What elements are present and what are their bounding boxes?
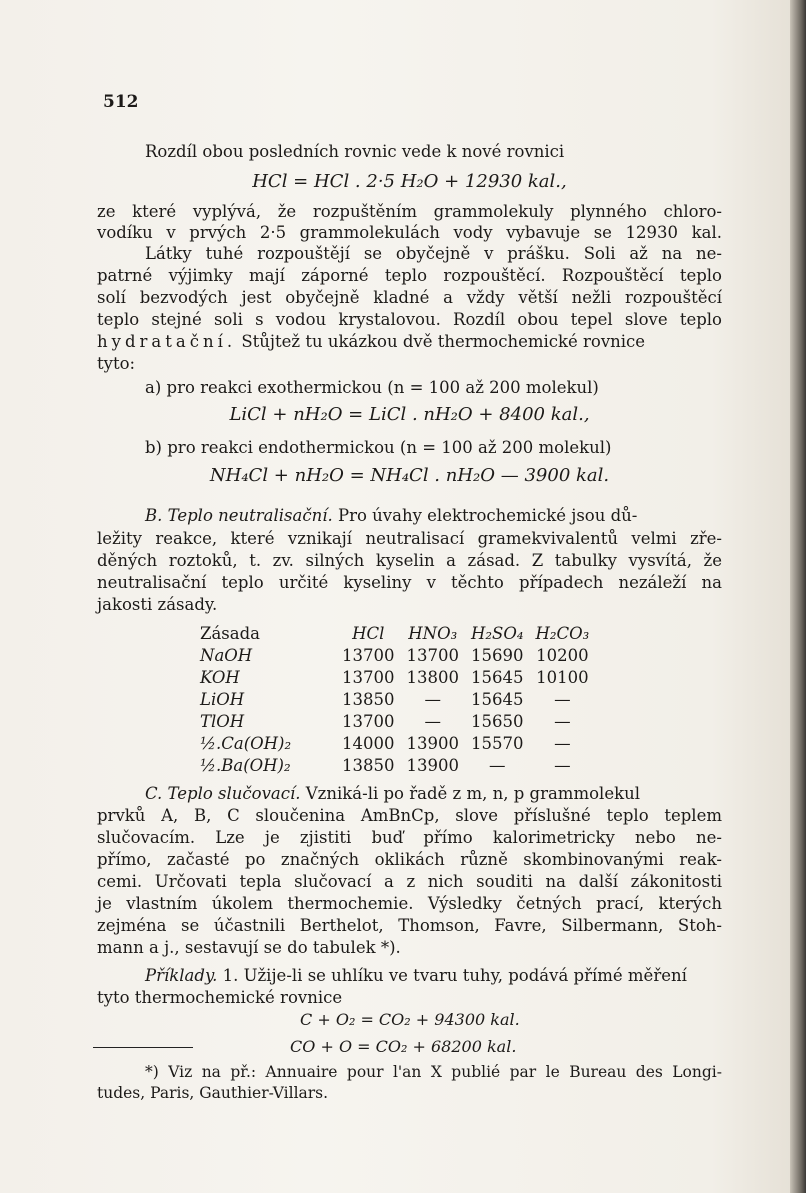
table-header-cell: HNO₃ [408, 623, 458, 643]
table-row [200, 710, 595, 732]
table-cell: 13700 [406, 645, 459, 665]
text-line: a) pro reakci exothermickou (n = 100 až 200 molekul) [145, 378, 599, 397]
section-heading: C. Teplo slučovací. [145, 784, 301, 803]
text-line: tyto thermochemické rovnice [97, 988, 343, 1007]
equation-hcl: HCl = HCl . 2·5 H₂O + 12930 kal., [252, 171, 567, 192]
text-line: Látky tuhé rozpouštějí se obyčejně v prášku. Soli až na ne- [145, 244, 722, 263]
text-line [97, 966, 722, 986]
equation-co: CO + O = CO₂ + 68200 kal. [290, 1037, 517, 1056]
table-cell: 13850 [342, 689, 395, 709]
text-line: slučovacím. Lze je zjistiti buď přímo kalorimetricky nebo ne- [97, 828, 722, 847]
table-cell: LiOH [200, 689, 245, 709]
equation-carbon: C + O₂ = CO₂ + 94300 kal. [300, 1010, 520, 1029]
table-cell: 13700 [342, 645, 395, 665]
text-line: zejména se účastnili Berthelot, Thomson, Favre, Silbermann, Stoh- [97, 916, 722, 935]
table-cell: NaOH [200, 645, 253, 665]
table-cell: 13700 [342, 667, 395, 687]
table-cell: 15645 [471, 667, 524, 687]
table-cell: 15690 [471, 645, 524, 665]
text-line: teplo stejné soli s vodou krystalovou. Rozdíl obou tepel slove teplo [97, 310, 722, 329]
text-span: Pro úvahy elektrochemické jsou dů- [338, 506, 638, 525]
table-cell: ½.Ba(OH)₂ [200, 755, 291, 775]
table-cell: 15650 [471, 711, 524, 731]
text-line: je vlastním úkolem thermochemie. Výsledky četných prací, kterých [97, 894, 722, 913]
text-line [97, 784, 722, 804]
spaced-term: hydratační. [97, 332, 237, 351]
table-header-cell: HCl [352, 623, 385, 643]
text-line: solí bezvodých jest obyčejně kladné a vždy větší nežli rozpouštěcí [97, 288, 722, 307]
table-cell: — [424, 689, 441, 709]
section-heading: B. Teplo neutralisační. [145, 506, 333, 525]
examples-heading: Příklady. [145, 966, 218, 985]
table-header-cell: Zásada [200, 623, 261, 643]
text-span: 1. Užije-li se uhlíku ve tvaru tuhy, podává přímé měření [222, 966, 687, 985]
table-cell: — [489, 755, 506, 775]
table-header-cell: H₂CO₃ [535, 623, 590, 643]
table-cell: KOH [200, 667, 240, 687]
table-cell: 13900 [406, 755, 459, 775]
table-cell: — [554, 689, 571, 709]
text-line: mann a j., sestavují se do tabulek *). [97, 938, 401, 957]
text-line: cemi. Určovati tepla slučovací a z nich souditi na další zákonitosti [97, 872, 722, 891]
text-span: Vzniká-li po řadě z m, n, p grammolekul [305, 784, 640, 803]
text-line: Rozdíl obou posledních rovnic vede k nové rovnici [145, 142, 565, 161]
table-row [200, 688, 595, 710]
page-edge-shadow [790, 0, 806, 1193]
table-cell: 15645 [471, 689, 524, 709]
table-row [200, 644, 595, 666]
table-cell: 13850 [342, 755, 395, 775]
text-line: b) pro reakci endothermickou (n = 100 až 200 molekul) [145, 438, 612, 457]
table-cell: 13900 [406, 733, 459, 753]
text-line: děných roztoků, t. zv. silných kyselin a zásad. Z tabulky vysvítá, že [97, 551, 722, 570]
table-cell: — [554, 733, 571, 753]
table-cell: 14000 [342, 733, 395, 753]
table-cell: — [554, 755, 571, 775]
equation-licl: LiCl + nH₂O = LiCl . nH₂O + 8400 kal., [229, 404, 590, 425]
table-cell: TlOH [200, 711, 245, 731]
text-line: tyto: [97, 354, 136, 373]
table-row [200, 666, 595, 688]
table-cell: 10200 [536, 645, 589, 665]
equation-nh4cl: NH₄Cl + nH₂O = NH₄Cl . nH₂O — 3900 kal. [209, 465, 610, 486]
table-cell: 13800 [406, 667, 459, 687]
text-span: Stůjtež tu ukázkou dvě thermochemické rovnice [241, 332, 646, 351]
neutralisation-table [200, 622, 595, 776]
table-cell: — [424, 711, 441, 731]
text-line: ležity reakce, které vznikají neutralisací gramekvivalentů velmi zře- [97, 529, 722, 548]
table-cell: 15570 [471, 733, 524, 753]
footnote-line: tudes, Paris, Gauthier-Villars. [97, 1084, 329, 1102]
table-cell: 10100 [536, 667, 589, 687]
text-line: přímo, začasté po značných oklikách různě skombinovanými reak- [97, 850, 722, 869]
table-header-row [200, 622, 595, 644]
table-row [200, 732, 595, 754]
text-line [97, 506, 722, 526]
text-line: prvků A, B, C sloučenina AmBnCp, slove příslušné teplo teplem [97, 806, 722, 825]
table-cell: 13700 [342, 711, 395, 731]
text-line [97, 332, 722, 352]
text-line: ze které vyplývá, že rozpuštěním grammolekuly plynného chloro- [97, 202, 722, 221]
footnote-rule [93, 1047, 193, 1048]
text-line: neutralisační teplo určité kyseliny v těchto případech nezáleží na [97, 573, 722, 592]
text-line: vodíku v prvých 2·5 grammolekulách vody vybavuje se 12930 kal. [97, 223, 722, 242]
page-number: 512 [103, 92, 139, 112]
footnote-line: *) Viz na př.: Annuaire pour l'an X publié par le Bureau des Longi- [145, 1063, 722, 1081]
text-line: jakosti zásady. [97, 595, 218, 614]
table-row [200, 754, 595, 776]
table-cell: ½.Ca(OH)₂ [200, 733, 292, 753]
table-cell: — [554, 711, 571, 731]
text-line: patrné výjimky mají záporné teplo rozpouštěcí. Rozpouštěcí teplo [97, 266, 722, 285]
table-header-cell: H₂SO₄ [471, 623, 524, 643]
